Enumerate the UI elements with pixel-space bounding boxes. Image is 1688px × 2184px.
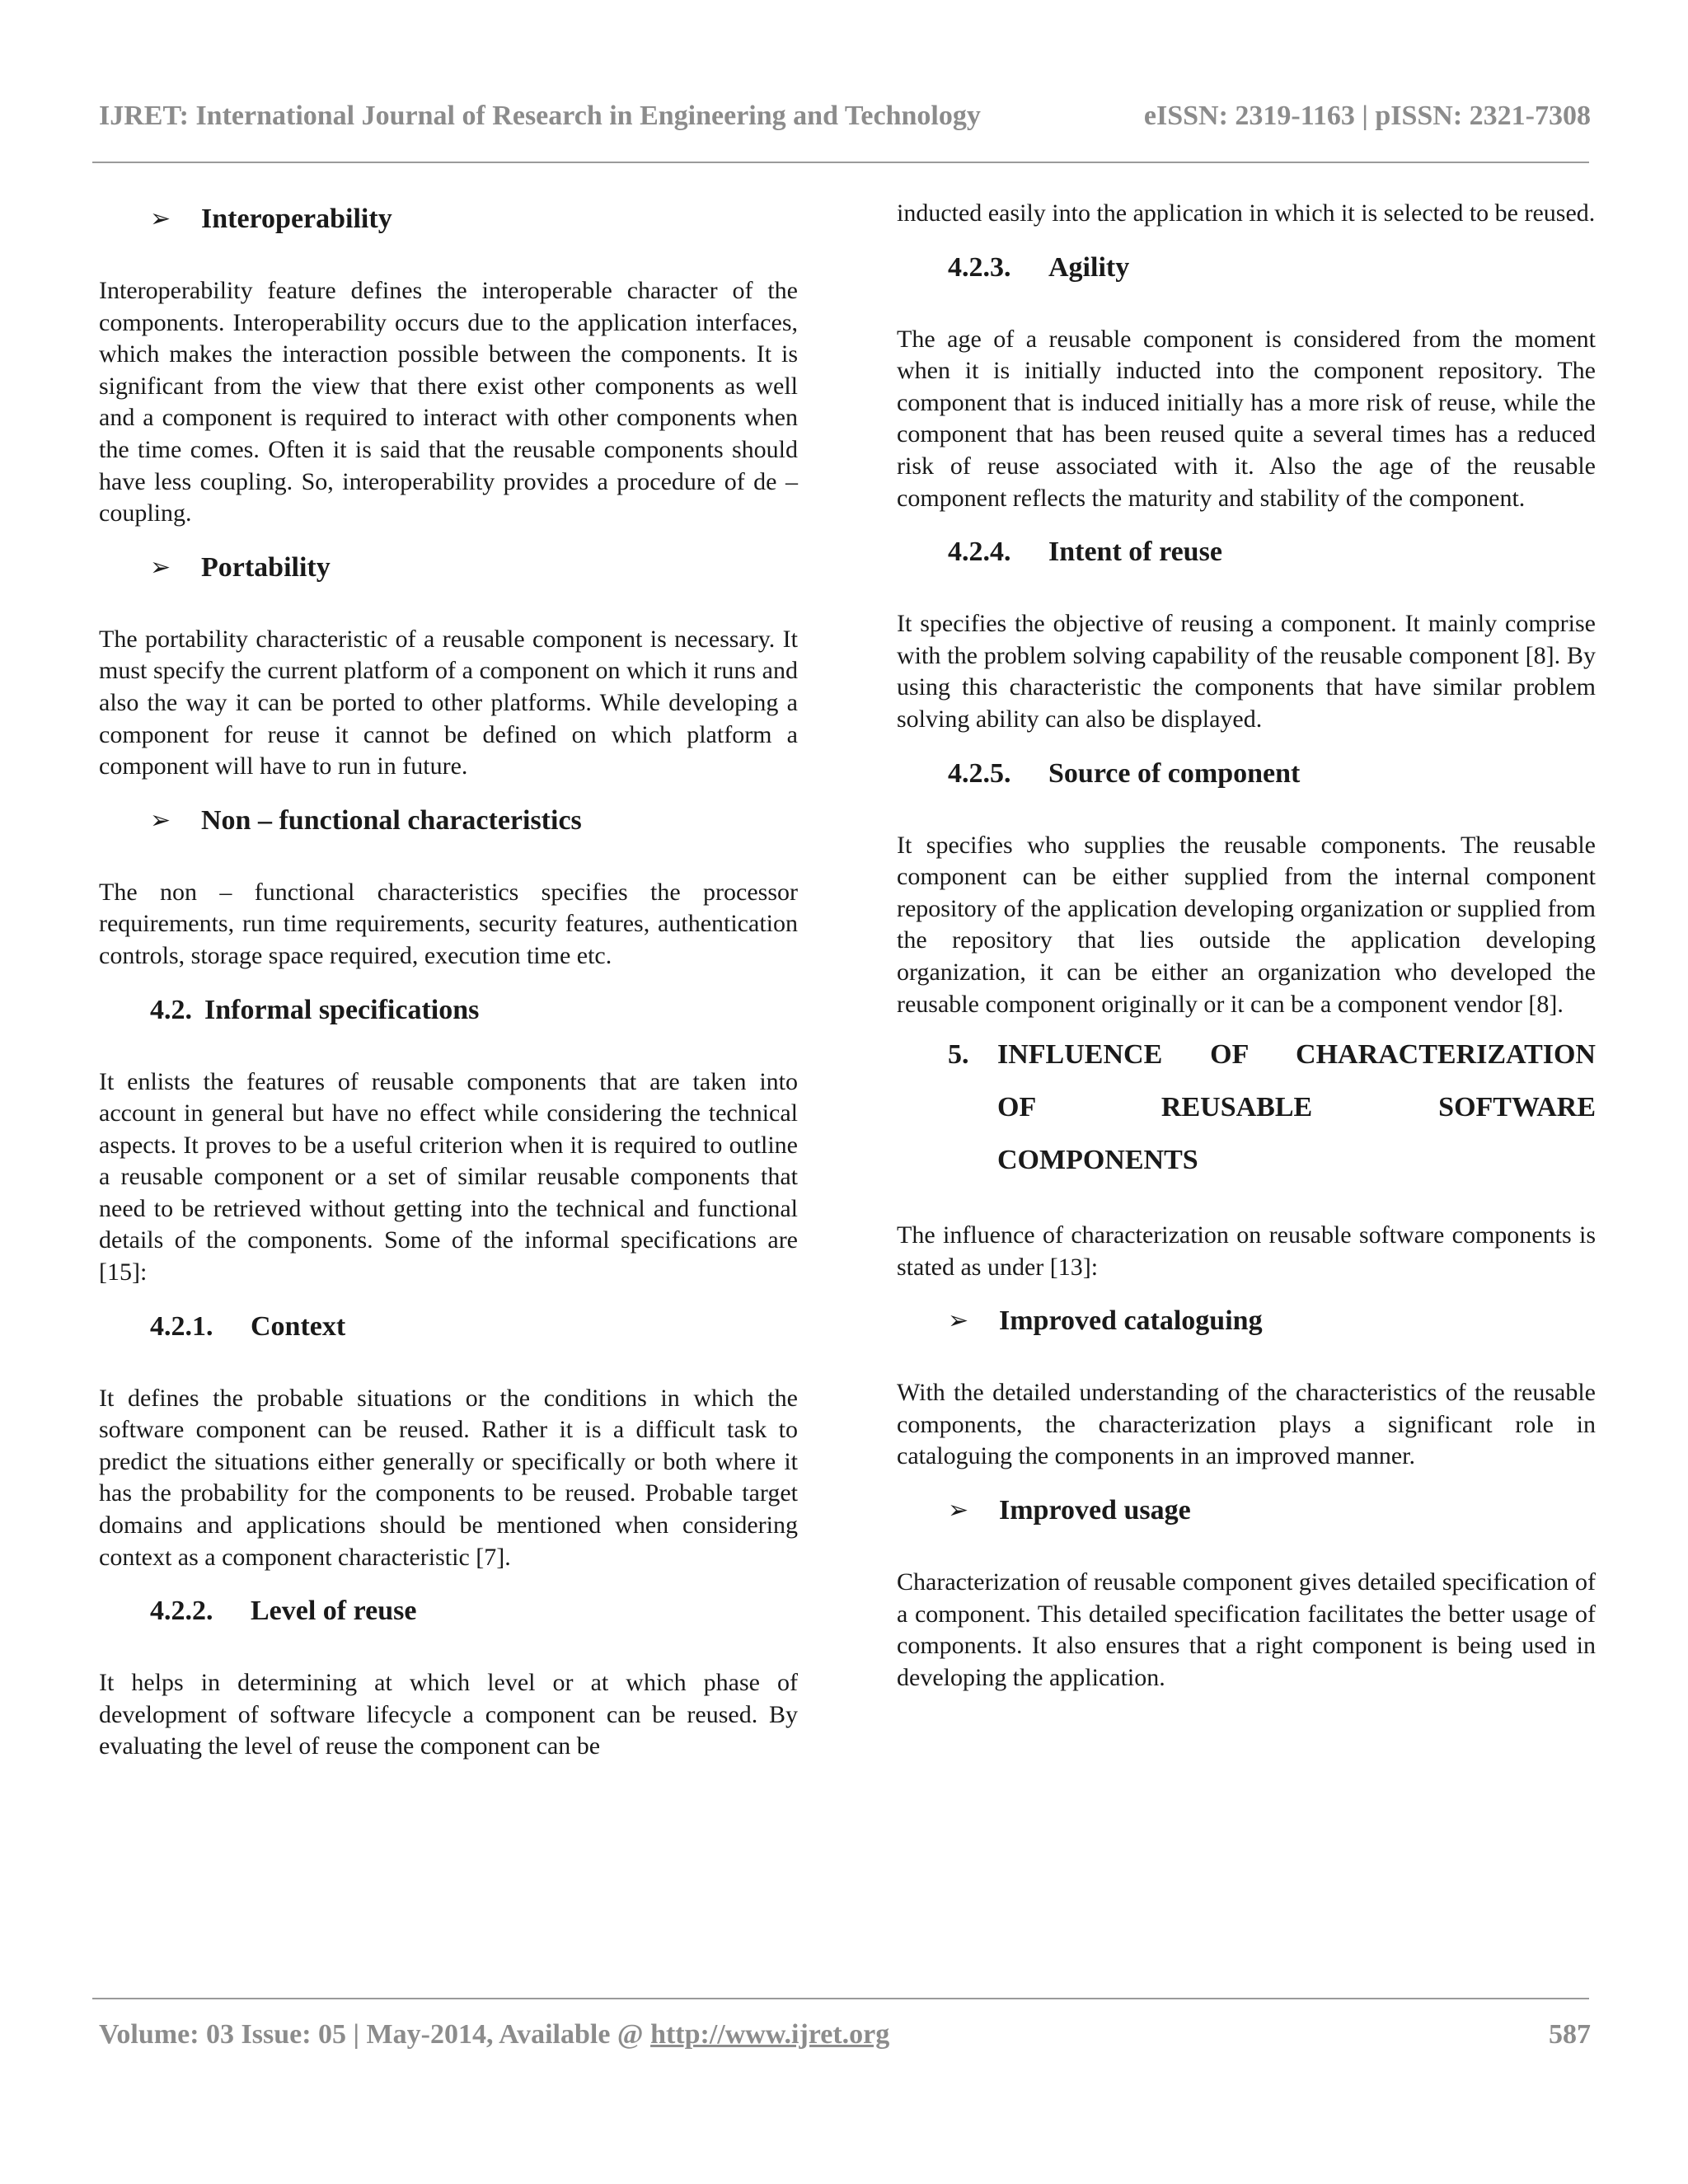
paragraph-context: It defines the probable situations or the conditions in which the software component can be reused. Rather it is a difficult task to predict the situations either generally or specifically or both where it has the probability for the components to be reused. Probable target domains and applications should be mentioned when considering context as a component characteristic [7]. — [99, 1384, 798, 1571]
running-header — [99, 101, 1591, 134]
paragraph-source-of-component: It specifies who supplies the reusable components. The reusable component can be either supplied from the internal component repository of the application developing organization or supplied from the repository that lies outside the application developing organization, it can be either an organization who developed the reusable component originally or it can be a component vendor [8]. — [897, 831, 1596, 1018]
heading-section-4-2-3 — [897, 250, 1596, 286]
header-rule — [92, 162, 1589, 163]
heading-section-4-2-2 — [99, 1593, 798, 1629]
bullet-arrow-icon: ➢ — [150, 205, 171, 232]
section-number: 4.2.2. — [150, 1596, 213, 1627]
paragraph-cataloguing: With the detailed understanding of the characteristics of the reusable components, the characterization plays a significant role in cataloguing the components in an improved manner. — [897, 1379, 1596, 1470]
heading-text: Interoperability — [201, 204, 392, 234]
section-title-line: OF REUSABLE SOFTWARE — [997, 1092, 1596, 1123]
heading-text: Non – functional characteristics — [201, 804, 582, 836]
heading-text: Improved usage — [999, 1495, 1191, 1526]
heading-text: Improved cataloguing — [999, 1305, 1263, 1337]
heading-section-4-2-5 — [897, 756, 1596, 792]
left-column — [99, 198, 798, 1763]
bullet-arrow-icon: ➢ — [150, 806, 171, 834]
journal-title: IJRET: International Journal of Research in Engineering and Technology — [99, 101, 981, 131]
heading-section-4-2-1 — [99, 1309, 798, 1345]
heading-section-4-2 — [99, 992, 798, 1029]
bullet-arrow-icon: ➢ — [948, 1307, 969, 1335]
right-column — [897, 198, 1596, 1694]
section-title: Level of reuse — [251, 1596, 417, 1627]
paragraph-level-of-reuse: It helps in determining at which level or at which phase of development of software lifecycle a component can be reused. By evaluating the level of reuse the component can be — [99, 1669, 798, 1760]
paragraph-portability: The portability characteristic of a reusable component is necessary. It must specify the current platform of a component on which it runs and also the way it can be ported to other platforms. While developing a component for reuse it cannot be defined on which platform a component will have to run in future. — [99, 625, 798, 780]
section-title: Informal specifications — [204, 994, 480, 1025]
section-number: 4.2.5. — [948, 757, 1011, 789]
footer-rule — [92, 1998, 1589, 1999]
section-title: Context — [251, 1310, 346, 1342]
running-footer — [99, 2019, 1591, 2052]
section-title — [997, 1029, 1596, 1187]
paragraph-usage: Characterization of reusable component gives detailed specification of a component. This detailed specification facilitates the better usage of components. It also ensures that a right component is being used in developing the application. — [897, 1568, 1596, 1691]
section-number: 4.2.1. — [150, 1310, 213, 1342]
section-title: Intent of reuse — [1048, 537, 1222, 568]
volume-info — [99, 2019, 889, 2050]
section-number: 5. — [948, 1039, 969, 1071]
heading-interoperability — [99, 201, 798, 237]
paragraph-interoperability: Interoperability feature defines the interoperable character of the components. Interoperability occurs due to the application interfaces, which makes the interaction possible between the components. It is significant from the view that there exist other components as well and a component is required to interact with other components when the time comes. Often it is said that the reusable components should have less coupling. So, interoperability provides a procedure of de – coupling. — [99, 277, 798, 527]
section-title-line: INFLUENCE OF CHARACTERIZATION — [997, 1039, 1596, 1071]
paragraph-agility: The age of a reusable component is considered from the moment when it is initially inducted into the component repository. The component that is induced initially has a more risk of reuse, while the component that has been reused quite a several times has a reduced risk of reuse associated with it. Also the age of the reusable component reflects the maturity and stability of the component. — [897, 325, 1596, 512]
section-number: 4.2.4. — [948, 537, 1011, 568]
heading-improved-cataloguing — [897, 1303, 1596, 1339]
heading-section-4-2-4 — [897, 534, 1596, 570]
bullet-arrow-icon: ➢ — [948, 1497, 969, 1525]
paragraph-informal-specs: It enlists the features of reusable components that are taken into account in general but have no effect while considering the technical aspects. It proves to be a useful criterion when it is required to outline a reusable component or a set of similar reusable components that need to be retrieved without getting into the technical and functional details of the components. Some of the informal specifications are [15]: — [99, 1067, 798, 1286]
paragraph-continued: inducted easily into the application in which it is selected to be reused. — [897, 199, 1596, 227]
section-number: 4.2. — [150, 994, 192, 1025]
page-number: 587 — [1549, 2019, 1591, 2050]
journal-link[interactable]: http://www.ijret.org — [650, 2019, 890, 2050]
section-title-line: COMPONENTS — [997, 1145, 1198, 1176]
heading-text: Portability — [201, 551, 331, 583]
paragraph-intent-of-reuse: It specifies the objective of reusing a component. It mainly comprise with the problem solving capability of the reusable component [8]. By using this characteristic the components that have similar problem solving ability can also be displayed. — [897, 610, 1596, 733]
heading-improved-usage — [897, 1493, 1596, 1529]
heading-non-functional — [99, 803, 798, 839]
heading-section-5 — [897, 1029, 1596, 1187]
bullet-arrow-icon: ➢ — [150, 553, 171, 581]
paragraph-influence: The influence of characterization on reusable software components is stated as under [13]: — [897, 1221, 1596, 1281]
issn-label: eISSN: 2319-1163 | pISSN: 2321-7308 — [1143, 101, 1591, 131]
section-number: 4.2.3. — [948, 251, 1011, 283]
paragraph-non-functional: The non – functional characteristics specifies the processor requirements, run time requirements, security features, authentication controls, storage space required, execution time etc. — [99, 878, 798, 969]
section-title: Source of component — [1048, 757, 1301, 789]
heading-portability — [99, 550, 798, 586]
section-title: Agility — [1048, 251, 1130, 283]
volume-text: Volume: 03 Issue: 05 | May-2014, Available @ — [99, 2019, 651, 2050]
